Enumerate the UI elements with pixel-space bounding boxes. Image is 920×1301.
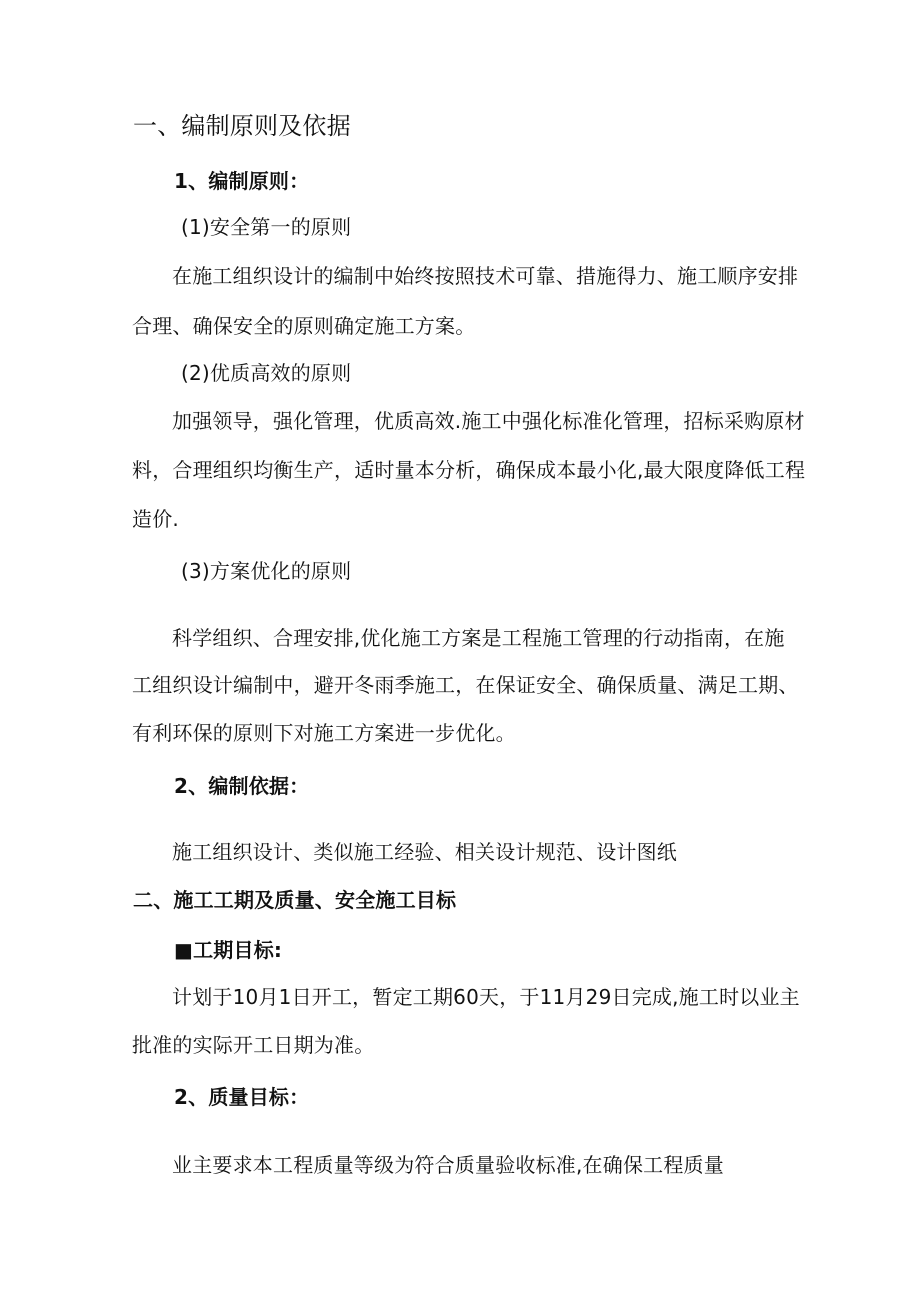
section-heading-1: 一、编制原则及依据 — [133, 112, 351, 140]
principle-1-text-line2: 合理、确保安全的原则确定施工方案。 — [132, 314, 476, 338]
principle-3-text-line2: 工组织设计编制中，避开冬雨季施工，在保证安全、确保质量、满足工期、 — [132, 673, 799, 697]
subheading-principles: 1、编制原则： — [174, 169, 310, 193]
principle-2-title: (2)优质高效的原则 — [181, 361, 352, 385]
principle-1-text-line1: 在施工组织设计的编制中始终按照技术可靠、措施得力、施工顺序安排 — [172, 264, 799, 288]
principle-1-title: (1)安全第一的原则 — [181, 215, 352, 239]
principle-3-text-line3: 有利环保的原则下对施工方案进一步优化。 — [132, 721, 516, 745]
section-heading-2: 二、施工工期及质量、安全施工目标 — [133, 888, 457, 912]
principle-3-title: (3)方案优化的原则 — [181, 559, 352, 583]
schedule-text-line2: 批准的实际开工日期为准。 — [132, 1033, 375, 1057]
subheading-quality: 2、质量目标： — [174, 1085, 310, 1109]
principle-2-text-line2: 料，合理组织均衡生产，适时量本分析，确保成本最小化,最大限度降低工程 — [132, 458, 806, 482]
subheading-schedule: ■工期目标: — [174, 938, 283, 962]
principle-2-text-line1: 加强领导，强化管理，优质高效.施工中强化标准化管理，招标采购原材 — [172, 409, 805, 433]
schedule-text-line1: 计划于10月1日开工，暂定工期60天，于11月29日完成,施工时以业主 — [172, 985, 800, 1009]
principle-2-text-line3: 造价. — [132, 507, 179, 531]
principle-3-text-line1: 科学组织、合理安排,优化施工方案是工程施工管理的行动指南，在施 — [172, 626, 785, 650]
basis-text: 施工组织设计、类似施工经验、相关设计规范、设计图纸 — [172, 840, 677, 864]
subheading-basis: 2、编制依据： — [174, 774, 310, 798]
quality-text-line1: 业主要求本工程质量等级为符合质量验收标准,在确保工程质量 — [172, 1153, 724, 1177]
